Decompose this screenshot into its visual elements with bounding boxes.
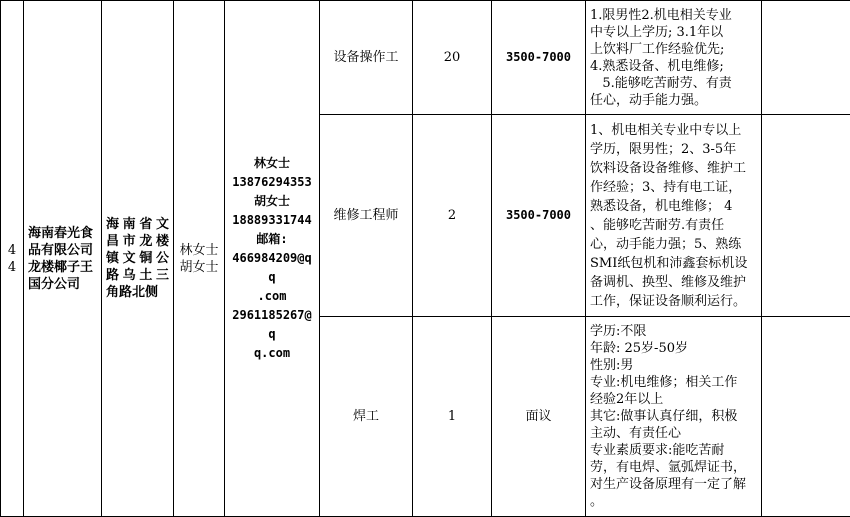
requirement-line: 饮料设备设备维修、维护工: [590, 159, 757, 178]
contact-person: 林女士胡女士: [174, 1, 225, 517]
requirement-line: 心，动手能力强；5、熟练: [590, 235, 757, 254]
job-count: 20: [413, 1, 492, 115]
contact-line: 林女士: [229, 154, 315, 173]
requirement-line: 1、机电相关专业中专以上: [590, 121, 757, 140]
contact-line: 466984209@qq: [229, 249, 315, 287]
table-row: [1, 1, 850, 115]
empty-cell: [762, 317, 850, 517]
job-salary: 3500-7000: [492, 115, 586, 317]
requirement-line: 任心，动手能力强。: [590, 92, 757, 109]
job-requirements: [586, 1, 762, 115]
contact-line: 18889331744: [229, 211, 315, 230]
requirement-line: 上饮料厂工作经验优先;: [590, 41, 757, 58]
requirement-line: 工作，保证设备顺利运行。: [590, 292, 757, 311]
requirement-line: SMI纸包机和沛鑫套标机设: [590, 254, 757, 273]
job-salary: 3500-7000: [492, 1, 586, 115]
requirement-line: 、能够吃苦耐劳.有责任: [590, 216, 757, 235]
requirement-line: 劳，有电焊、氩弧焊证书，: [590, 459, 757, 476]
requirement-line: 年龄: 25岁-50岁: [590, 340, 757, 357]
contact-line: 2961185267@q: [229, 306, 315, 344]
company-address: 海南省文昌市龙楼镇文铜公路乌土三角路北侧: [102, 1, 174, 517]
contact-line: 13876294353: [229, 173, 315, 192]
empty-cell: [762, 1, 850, 115]
contact-line: .com: [229, 287, 315, 306]
requirement-line: 备调机、换型、维修及维护: [590, 273, 757, 292]
requirement-line: 对生产设备原理有一定了解: [590, 476, 757, 493]
requirement-line: 学历:不限: [590, 323, 757, 340]
requirement-line: 专业素质要求:能吃苦耐: [590, 442, 757, 459]
row-number: 44: [1, 1, 24, 517]
job-title: 设备操作工: [320, 1, 413, 115]
requirement-line: 中专以上学历; 3.1年以: [590, 24, 757, 41]
job-count: 2: [413, 115, 492, 317]
job-requirements: [586, 317, 762, 517]
requirement-line: 作经验；3、持有电工证，: [590, 178, 757, 197]
requirement-line: 4.熟悉设备、机电维修;: [590, 58, 757, 75]
requirement-line: 1.限男性2.机电相关专业: [590, 7, 757, 24]
company-name: 海南春光食品有限公司龙楼椰子王国分公司: [24, 1, 102, 517]
contact-info: [225, 1, 320, 517]
requirement-line: 经验2年以上: [590, 391, 757, 408]
job-title: 维修工程师: [320, 115, 413, 317]
job-count: 1: [413, 317, 492, 517]
job-requirements: [586, 115, 762, 317]
empty-cell: [762, 115, 850, 317]
requirement-line: 专业:机电维修；相关工作: [590, 374, 757, 391]
contact-line: q.com: [229, 344, 315, 363]
requirement-line: 熟悉设备，机电维修； 4: [590, 197, 757, 216]
requirement-line: 。: [590, 493, 757, 510]
requirement-line: 5.能够吃苦耐劳、有责: [590, 75, 757, 92]
contact-line: 胡女士: [229, 192, 315, 211]
contact-line: 邮箱:: [229, 230, 315, 249]
job-title: 焊工: [320, 317, 413, 517]
requirement-line: 主动、有责任心: [590, 425, 757, 442]
requirement-line: 性别:男: [590, 357, 757, 374]
job-salary: 面议: [492, 317, 586, 517]
requirement-line: 其它:做事认真仔细，积极: [590, 408, 757, 425]
requirement-line: 学历，限男性；2、3-5年: [590, 140, 757, 159]
